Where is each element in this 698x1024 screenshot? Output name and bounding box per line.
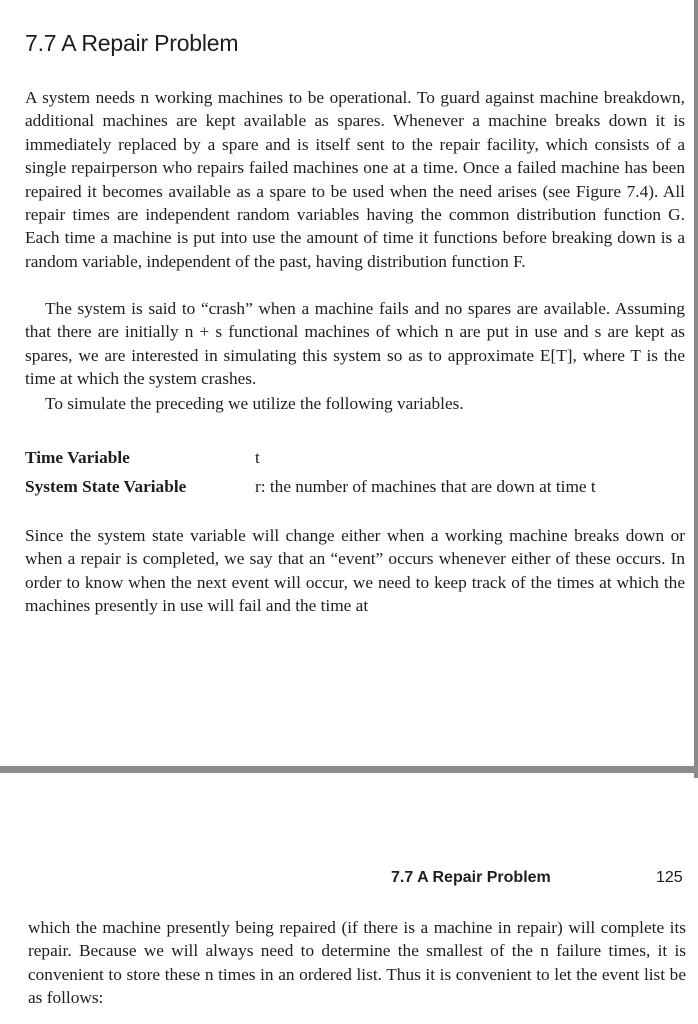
paragraph-events: Since the system state variable will change either when a working machine breaks down or when a repair is completed, we say that an “event” occurs whenever either of these occurs. In order to know when the next event will occur, we need to keep track of the times at which the machines presently in use will fail and the time at [25,526,685,616]
state-variable-label: System State Variable [25,477,187,496]
state-variable-row [25,472,596,501]
time-variable-label: Time Variable [25,448,130,467]
paragraph-continuation: which the machine presently being repaired (if there is a machine in repair) will complete its repair. Because we will always need to determine the smallest of the n failure times, it is convenient to store these n times in an ordered list. Thus it is convenient to let the event list be as follows: [28,918,686,1008]
running-head: 7.7 A Repair Problem [391,869,551,886]
variables-table [25,443,596,501]
time-variable-row [25,443,596,472]
page-number: 125 [656,869,683,886]
time-variable-value: t [255,448,260,467]
paragraph-variables-intro: To simulate the preceding we utilize the following variables. [45,394,464,413]
state-variable-value: r: the number of machines that are down at time t [255,477,596,496]
section-title: 7.7 A Repair Problem [25,30,239,56]
paragraph-intro: A system needs n working machines to be operational. To guard against machine breakdown, additional machines are kept available as spares. Whenever a machine breaks down it is immediately replaced by a spare and is itself sent to the repair facility, which consists of a single repairperson who repairs failed machines one at a time. Once a failed machine has been repaired it becomes available as a spare to be used when the need arises (see Figure 7.4). All repair times are independent random variables having the common distribution function G. Each time a machine is put into use the amount of time it functions before breaking down is a random variable, independent of the past, having distribution function F. [25,88,685,271]
page-divider [0,766,698,773]
page-edge [694,0,698,778]
paragraph-crash: The system is said to “crash” when a machine fails and no spares are available. Assuming that there are initially n + s functional machines of which n are put in use and s are kept as spares, we are interested in simulating this system so as to approximate E[T], where T is the time at which the system crashes. [25,299,685,389]
